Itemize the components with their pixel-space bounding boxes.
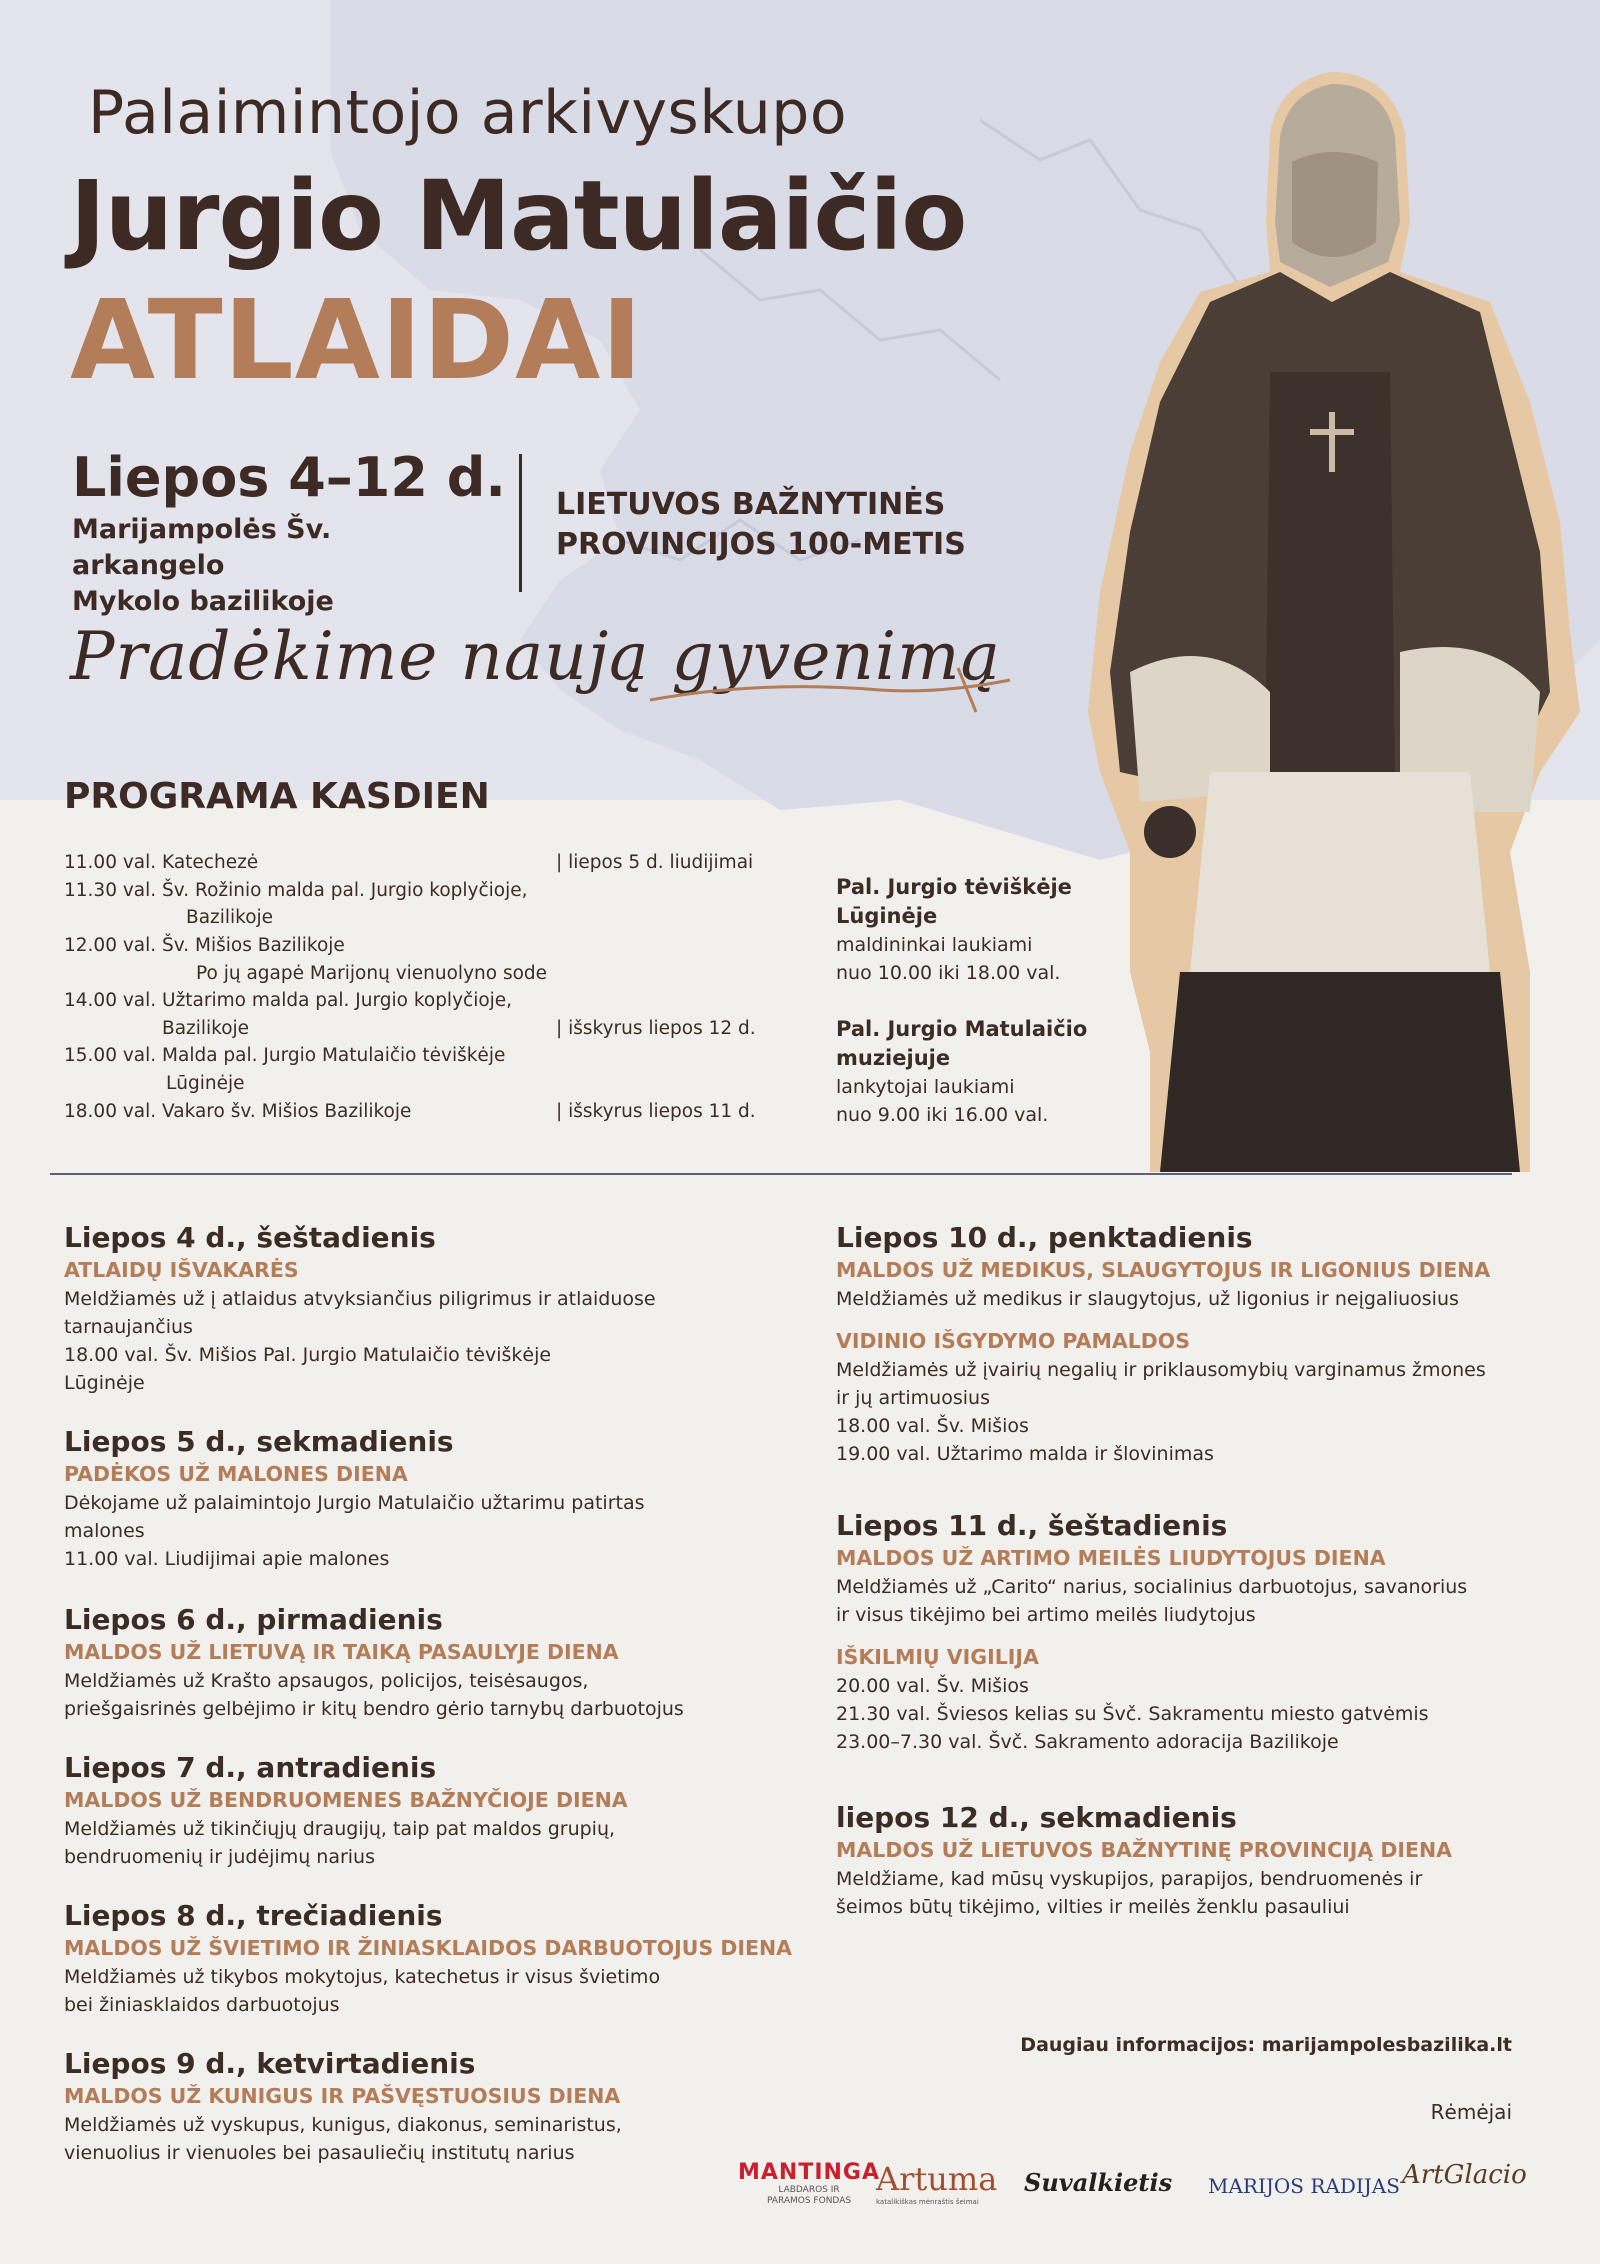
day-subtitle: MALDOS UŽ LIETUVOS BAŽNYTINĘ PROVINCIJĄ DIENA: [836, 1838, 1453, 1862]
program-title: PROGRAMA KASDIEN: [64, 776, 490, 817]
day-text: priešgaisrinės gelbėjimo ir kitų bendro gėrio tarnybų darbuotojus: [64, 1698, 684, 1720]
slogan: Pradėkime naują gyvenimą: [70, 618, 1001, 695]
more-info-link[interactable]: Daugiau informacijos: marijampolesbazilika.lt: [1020, 2034, 1512, 2056]
program-note: | liepos 5 d. liudijimai: [556, 852, 754, 873]
program-line: 14.00 val. Užtarimo malda pal. Jurgio koplyčioje,: [64, 990, 513, 1011]
side-info-text: nuo 9.00 iki 16.00 val.: [836, 1104, 1049, 1126]
day-july-9: [64, 2046, 794, 2167]
mantinga-logo: [738, 2160, 880, 2207]
day-july-10: [836, 1220, 1566, 1468]
program-note: | išskyrus liepos 12 d.: [556, 1018, 756, 1039]
day-july-4: [64, 1220, 794, 1397]
day-title: Liepos 7 d., antradienis: [64, 1751, 437, 1784]
program-line: 12.00 val. Šv. Mišios Bazilikoje: [64, 935, 345, 956]
day-text: vienuolius ir vienuoles bei pasauliečių institutų narius: [64, 2142, 575, 2164]
title-line-1: Palaimintojo arkivyskupo: [88, 78, 848, 148]
program-line: Lūginėje: [166, 1073, 245, 1094]
day-text: bei žiniasklaidos darbuotojus: [64, 1994, 340, 2016]
day-text: 11.00 val. Liudijimai apie malones: [64, 1548, 390, 1570]
day-subtitle: MALDOS UŽ BENDRUOMENES BAŽNYČIOJE DIENA: [64, 1788, 628, 1812]
day-text: 20.00 val. Šv. Mišios: [836, 1675, 1029, 1697]
day-july-12: [836, 1800, 1566, 1921]
mantinga-logo-sub: PARAMOS FONDAS: [766, 2196, 852, 2206]
artuma-logo: [876, 2160, 997, 2206]
day-text: Meldžiamės už medikus ir slaugytojus, už ligonius ir neįgaliuosius: [836, 1288, 1459, 1310]
program-line: 11.00 val. Katechezė: [64, 852, 259, 873]
event-venue: [72, 512, 492, 620]
artuma-logo-text: Artuma: [876, 2160, 998, 2198]
day-subtitle: IŠKILMIŲ VIGILIJA: [836, 1645, 1039, 1669]
mantinga-logo-sub: LABDAROS IR: [778, 2185, 840, 2195]
day-title: Liepos 10 d., penktadienis: [836, 1221, 1253, 1254]
event-dates: Liepos 4–12 d.: [72, 446, 506, 509]
artglacio-logo: ArtGlacio: [1402, 2160, 1527, 2190]
day-subtitle: ATLAIDŲ IŠVAKARĖS: [64, 1258, 299, 1282]
province-line-2: PROVINCIJOS 100-METIS: [556, 527, 966, 562]
day-text: Lūginėje: [64, 1372, 145, 1394]
side-info-museum: [836, 1015, 1136, 1129]
day-text: bendruomenių ir judėjimų narius: [64, 1846, 375, 1868]
day-title: Liepos 5 d., sekmadienis: [64, 1425, 454, 1458]
side-info-heading: Lūginėje: [836, 904, 938, 928]
side-info-text: maldininkai laukiami: [836, 934, 1033, 956]
program-line: 11.30 val. Šv. Rožinio malda pal. Jurgio koplyčioje,: [64, 880, 528, 901]
day-text: Meldžiame, kad mūsų vyskupijos, parapijos, bendruomenės ir: [836, 1868, 1423, 1890]
day-title: Liepos 4 d., šeštadienis: [64, 1221, 436, 1254]
venue-line-1: Marijampolės Šv. arkangelo: [72, 514, 332, 581]
side-info-text: lankytojai laukiami: [836, 1076, 1015, 1098]
day-text: šeimos būtų tikėjimo, vilties ir meilės ženklu pasauliui: [836, 1896, 1350, 1918]
day-text: ir jų artimuosius: [836, 1387, 990, 1409]
venue-line-2: Mykolo bazilikoje: [72, 586, 334, 617]
day-july-8: [64, 1898, 794, 2019]
side-info-luginė: [836, 873, 1136, 987]
program-line: 15.00 val. Malda pal. Jurgio Matulaičio tėviškėje: [64, 1045, 506, 1066]
side-info-heading: muziejuje: [836, 1046, 951, 1070]
program-note: | išskyrus liepos 11 d.: [556, 1101, 756, 1122]
day-text: malones: [64, 1520, 145, 1542]
day-subtitle: MALDOS UŽ LIETUVĄ IR TAIKĄ PASAULYJE DIENA: [64, 1640, 619, 1664]
archbishop-portrait: [1070, 72, 1600, 1172]
day-text: 19.00 val. Užtarimo malda ir šlovinimas: [836, 1443, 1214, 1465]
title-line-2: Jurgio Matulaičio: [70, 160, 967, 272]
day-title: Liepos 9 d., ketvirtadienis: [64, 2047, 476, 2080]
day-title: liepos 12 d., sekmadienis: [836, 1801, 1237, 1834]
section-divider: [50, 1173, 1512, 1175]
side-info-heading: Pal. Jurgio Matulaičio: [836, 1017, 1088, 1041]
day-title: Liepos 11 d., šeštadienis: [836, 1509, 1228, 1542]
program-line: Po jų agapė Marijonų vienuolyno sode: [196, 963, 548, 984]
side-info-text: nuo 10.00 iki 18.00 val.: [836, 962, 1061, 984]
day-text: Meldžiamės už tikinčiųjų draugijų, taip pat maldos grupių,: [64, 1818, 616, 1840]
day-july-5: [64, 1424, 794, 1573]
sponsors-label: Rėmėjai: [1430, 2100, 1512, 2124]
mantinga-logo-text: MANTINGA: [738, 2160, 881, 2185]
day-text: Meldžiamės už į atlaidus atvyksiančius piligrimus ir atlaiduose: [64, 1288, 656, 1310]
day-text: 18.00 val. Šv. Mišios: [836, 1415, 1029, 1437]
day-subtitle: VIDINIO IŠGYDYMO PAMALDOS: [836, 1329, 1190, 1353]
day-text: Meldžiamės už Krašto apsaugos, policijos, teisėsaugos,: [64, 1670, 589, 1692]
divider-vertical: [519, 454, 522, 592]
day-subtitle: PADĖKOS UŽ MALONES DIENA: [64, 1462, 408, 1486]
artuma-logo-sub: katalikiškas mėnraštis šeimai: [876, 2198, 979, 2206]
day-text: tarnaujančius: [64, 1316, 193, 1338]
day-july-7: [64, 1750, 794, 1871]
day-text: ir visus tikėjimo bei artimo meilės liudytojus: [836, 1604, 1256, 1626]
day-text: 18.00 val. Šv. Mišios Pal. Jurgio Matulaičio tėviškėje: [64, 1344, 552, 1366]
day-text: Meldžiamės už įvairių negalių ir priklausomybių varginamus žmones: [836, 1359, 1486, 1381]
day-subtitle: MALDOS UŽ KUNIGUS IR PAŠVĘSTUOSIUS DIENA: [64, 2084, 621, 2108]
suvalkietis-logo: Suvalkietis: [1024, 2168, 1173, 2197]
slogan-swash-decoration: [640, 660, 1020, 720]
day-subtitle: MALDOS UŽ ŠVIETIMO IR ŽINIASKLAIDOS DARBUOTOJUS DIENA: [64, 1936, 793, 1960]
day-text: Meldžiamės už vyskupus, kunigus, diakonus, seminaristus,: [64, 2114, 622, 2136]
day-subtitle: MALDOS UŽ ARTIMO MEILĖS LIUDYTOJUS DIENA: [836, 1546, 1386, 1570]
side-info-heading: Pal. Jurgio tėviškėje: [836, 875, 1072, 899]
day-title: Liepos 8 d., trečiadienis: [64, 1899, 443, 1932]
day-july-6: [64, 1602, 794, 1723]
day-text: Meldžiamės už tikybos mokytojus, katechetus ir visus švietimo: [64, 1966, 661, 1988]
day-subtitle: MALDOS UŽ MEDIKUS, SLAUGYTOJUS IR LIGONIUS DIENA: [836, 1258, 1491, 1282]
program-line: 18.00 val. Vakaro šv. Mišios Bazilikoje: [64, 1101, 412, 1122]
day-title: Liepos 6 d., pirmadienis: [64, 1603, 443, 1636]
day-text: 23.00–7.30 val. Švč. Sakramento adoracija Bazilikoje: [836, 1731, 1339, 1753]
province-line-1: LIETUVOS BAŽNYTINĖS: [556, 487, 946, 522]
title-atlaidai: ATLAIDAI: [70, 276, 644, 404]
program-line: Bazilikoje: [186, 907, 274, 928]
day-july-11: [836, 1508, 1566, 1756]
marijos-radijas-logo: MARIJOS RADIJAS: [1208, 2174, 1400, 2198]
province-anniversary: [556, 485, 1036, 565]
day-text: Dėkojame už palaimintojo Jurgio Matulaičio užtarimu patirtas: [64, 1492, 645, 1514]
program-line: Bazilikoje: [162, 1018, 250, 1039]
day-text: 21.30 val. Šviesos kelias su Švč. Sakramentu miesto gatvėmis: [836, 1703, 1429, 1725]
day-text: Meldžiamės už „Carito“ narius, socialinius darbuotojus, savanorius: [836, 1576, 1468, 1598]
